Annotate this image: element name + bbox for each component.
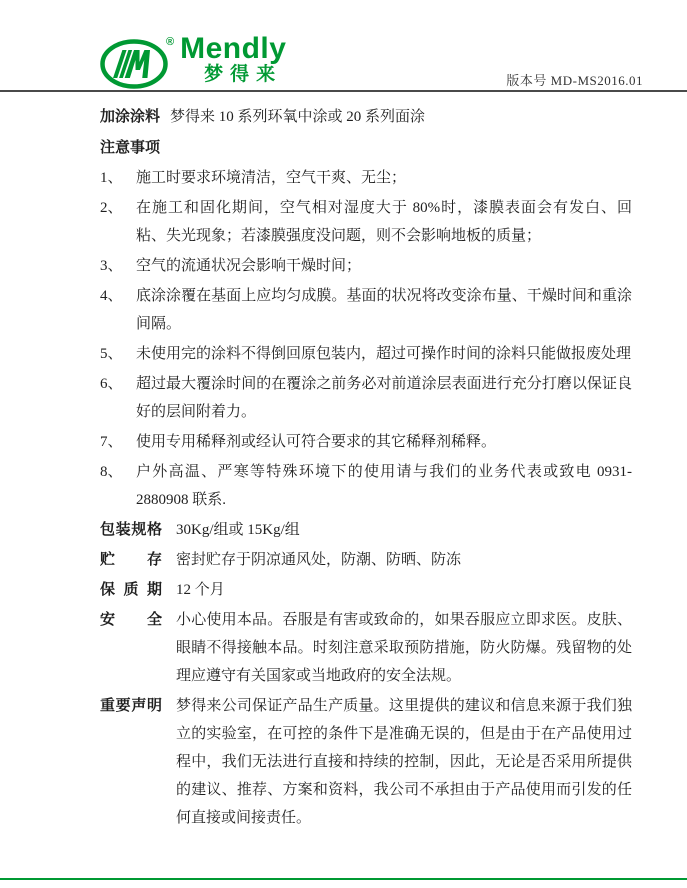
spec-label: 包装规格 — [100, 521, 162, 538]
note-item-8 — [100, 458, 632, 514]
note-text: 施工时要求环境清洁，空气干爽、无尘； — [136, 170, 407, 186]
version-number: 版本号 MD-MS2016.01 — [506, 73, 643, 88]
note-text: 未使用完的涂料不得倒回原包装内，超过可操作时间的涂料只能做报废处理 — [136, 346, 632, 362]
note-text: 户外高温、严寒等特殊环境下的使用请与我们的业务代表或致电 0931-2880908 联系. — [136, 464, 632, 508]
spec-label: 保质期 — [100, 581, 162, 598]
spec-row-shelf-life — [100, 576, 632, 604]
note-item-6 — [100, 370, 632, 426]
footer-divider — [0, 878, 687, 880]
spec-row-disclaimer — [100, 692, 632, 832]
note-item-5 — [100, 340, 632, 368]
note-text: 在施工和固化期间，空气相对湿度大于 80%时，漆膜表面会有发白、回粘、失光现象；若漆膜强度没问题，则不会影响地板的质量； — [136, 200, 632, 244]
note-item-3 — [100, 252, 632, 280]
note-text: 底涂涂覆在基面上应均匀成膜。基面的状况将改变涂布量、干燥时间和重涂间隔。 — [136, 288, 632, 332]
notes-heading: 注意事项 — [100, 139, 161, 156]
note-text: 超过最大覆涂时间的在覆涂之前务必对前道涂层表面进行充分打磨以保证良好的层间附着力。 — [136, 376, 632, 420]
registered-trademark-icon: ® — [166, 36, 175, 48]
spec-row-storage — [100, 546, 632, 574]
note-number: 6、 — [100, 376, 123, 392]
note-item-1 — [100, 164, 632, 192]
brand-name-latin: Mendly — [180, 32, 287, 65]
note-number: 2、 — [100, 200, 123, 216]
note-number: 8、 — [100, 464, 123, 480]
note-number: 7、 — [100, 434, 123, 450]
spec-value: 12 个月 — [176, 582, 225, 598]
topcoat-row — [100, 103, 632, 131]
spec-value: 30Kg/组或 15Kg/组 — [176, 522, 300, 538]
mendly-emblem-icon — [100, 38, 170, 90]
document-body — [100, 103, 632, 832]
topcoat-value: 梦得来 10 系列环氧中涂或 20 系列面涂 — [170, 109, 426, 125]
spec-label: 贮存 — [100, 551, 162, 568]
spec-value: 梦得来公司保证产品生产质量。这里提供的建议和信息来源于我们独立的实验室，在可控的条件下是准确无误的，但是由于在产品使用过程中，我们无法进行直接和持续的控制，因此，无论是否采用所提供的建议、推荐、方案和资料，我公司不承担由于产品使用而引发的任何直接或间接责任。 — [176, 698, 632, 826]
brand-logo — [100, 32, 287, 90]
note-number: 4、 — [100, 288, 123, 304]
brand-wordmark — [180, 34, 286, 85]
note-item-4 — [100, 282, 632, 338]
note-number: 3、 — [100, 258, 123, 274]
note-item-7 — [100, 428, 632, 456]
note-number: 5、 — [100, 346, 123, 362]
brand-name-chinese: 梦得来 — [204, 64, 283, 85]
note-number: 1、 — [100, 170, 123, 186]
spec-label: 重要声明 — [100, 697, 162, 714]
header-divider — [0, 90, 687, 92]
spec-value: 小心使用本品。吞服是有害或致命的，如果吞服应立即求医。皮肤、眼睛不得接触本品。时刻注意采取预防措施，防火防爆。残留物的处理应遵守有关国家或当地政府的安全法规。 — [176, 612, 632, 684]
note-item-2 — [100, 194, 632, 250]
note-text: 使用专用稀释剂或经认可符合要求的其它稀释剂稀释。 — [136, 434, 497, 450]
spec-row-packaging — [100, 516, 632, 544]
letterhead — [100, 30, 643, 90]
spec-row-safety — [100, 606, 632, 690]
topcoat-label: 加涂涂料 — [100, 108, 161, 125]
spec-value: 密封贮存于阴凉通风处，防潮、防晒、防冻 — [176, 552, 462, 568]
note-text: 空气的流通状况会影响干燥时间； — [136, 258, 362, 274]
spec-label: 安全 — [100, 611, 162, 628]
